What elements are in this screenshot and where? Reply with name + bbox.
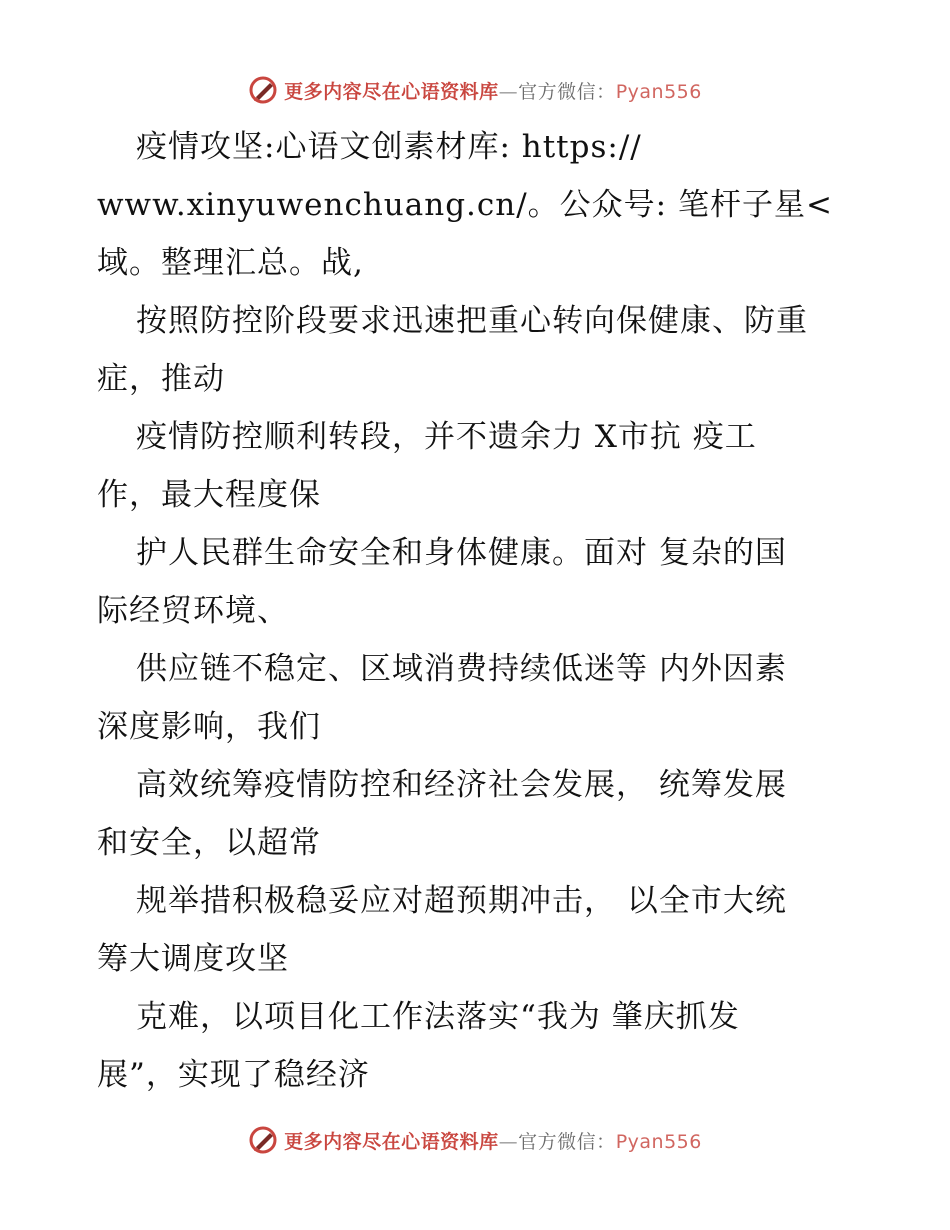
text-line: 供应链不稳定、区域消费持续低迷等 内外因素 [136,651,787,687]
text-line: 深度影响，我们 [97,709,321,745]
banner-wechat-id: Pyan556 [615,1130,702,1153]
text-line: 展”，实现了稳经济 [97,1057,370,1093]
banner-main-text: 更多内容尽在心语资料库 [284,80,499,103]
banner-official-label: 官方微信： [518,80,616,103]
banner-dash: — [498,80,519,103]
text-line: 域。整理汇总。战, [97,245,364,281]
banner-text [284,1127,702,1154]
text-line: 和安全，以超常 [97,825,321,861]
text-line: 症，推动 [97,361,225,397]
text-line: 护人民群生命安全和身体健康。面对 复杂的国 [136,535,787,571]
header-banner [0,70,950,110]
text-line: 筹大调度攻坚 [97,941,289,977]
banner-official-label: 官方微信： [518,1130,616,1153]
text-line: 克难，以项目化工作法落实“我为 肇庆抓发 [136,999,740,1035]
text-line: 疫情防控顺利转段，并不遗余力 X市抗 疫工 [136,419,757,455]
text-line: 作，最大程度保 [97,477,321,513]
text-line: 高效统筹疫情防控和经济社会发展， 统筹发展 [136,767,787,803]
text-line: 疫情攻坚:心语文创素材库: https:// [136,129,642,165]
banner-wechat-id: Pyan556 [615,80,702,103]
footer-banner [0,1120,950,1160]
banner-text [284,77,702,104]
pen-circle-logo-icon [248,75,278,105]
pen-circle-logo-icon [248,1125,278,1155]
banner-main-text: 更多内容尽在心语资料库 [284,1130,499,1153]
document-body [97,118,897,1104]
text-line: www.xinyuwenchuang.cn/。公众号: 笔杆子星< [97,187,833,223]
text-line: 规举措积极稳妥应对超预期冲击， 以全市大统 [136,883,787,919]
banner-dash: — [498,1130,519,1153]
text-line: 按照防控阶段要求迅速把重心转向保健康、防重 [136,303,808,339]
text-line: 际经贸环境、 [97,593,289,629]
